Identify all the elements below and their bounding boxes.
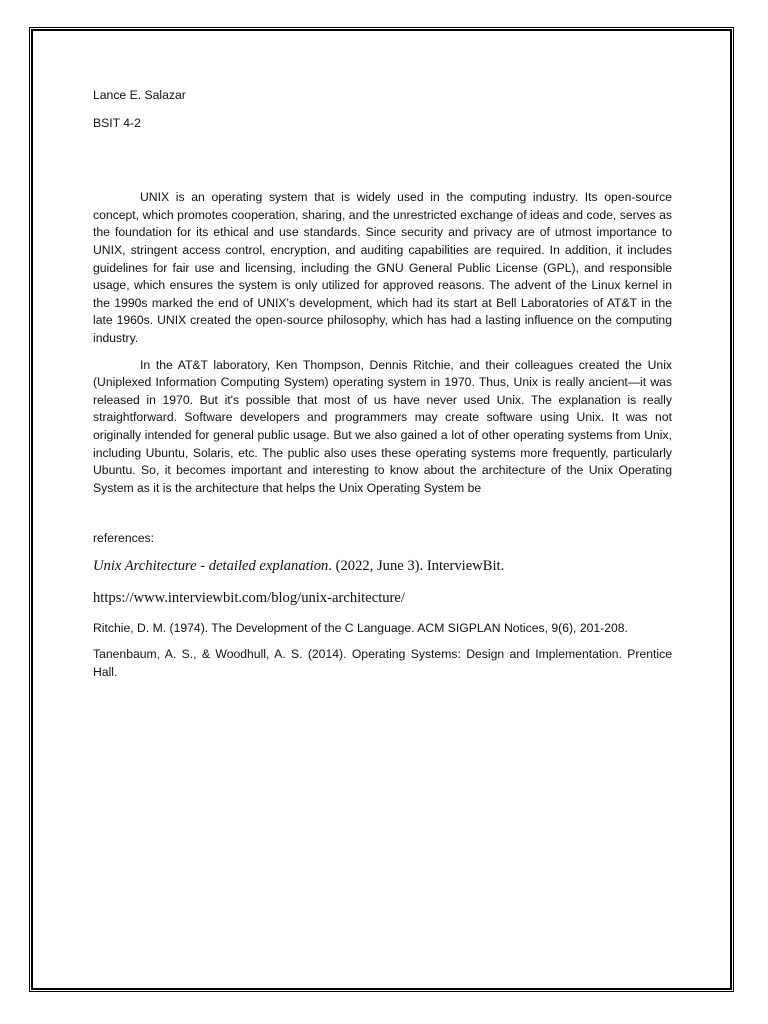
author-name: Lance E. Salazar — [93, 88, 186, 102]
reference-interviewbit — [93, 556, 672, 576]
spacer — [93, 132, 672, 189]
reference-ritchie: Ritchie, D. M. (1974). The Development of the C Language. ACM SIGPLAN Notices, 9(6), 201-208. — [93, 620, 628, 635]
reference-url[interactable]: https://www.interviewbit.com/blog/unix-architecture/ — [93, 589, 405, 606]
reference-tanenbaum: Tanenbaum, A. S., & Woodhull, A. S. (2014). Operating Systems: Design and Implementation. Prentice Hall. — [93, 647, 672, 680]
references-label: references: — [93, 531, 154, 546]
paragraph-unix-intro: UNIX is an operating system that is widely used in the computing industry. Its open-source concept, which promotes cooperation, sharing, and the unrestricted exchange of ideas and code, serves as the foundation for its ethical and use standards. Since security and privacy are of utmost importance to UNIX, stringent access control, encryption, and auditing capabilities are required. In addition, it includes guidelines for fair use and licensing, including the GNU General Public License (GPL), and responsible usage, which ensures the system is only utilized for approved reasons. The advent of the Linux kernel in the 1990s marked the end of UNIX's development, which had its start at Bell Laboratories of AT&T in the late 1960s. UNIX created the open-source philosophy, which has had a lasting influence on the computing industry. — [93, 190, 672, 345]
reference-details: . (2022, June 3). InterviewBit. — [328, 557, 505, 574]
class-section: BSIT 4-2 — [93, 115, 141, 130]
paragraph-unix-history: In the AT&T laboratory, Ken Thompson, Dennis Ritchie, and their colleagues created the Unix (Uniplexed Information Computing System) operating system in 1970. Thus, Unix is really ancient—it was released in 1970. But it's possible that most of us have never used Unix. The explanation is really straightforward. Software developers and programmers may create software using Unix. It was not originally intended for general public usage. But we also gained a lot of other operating systems from Unix, including Ubuntu, Solaris, etc. The public also uses these operating systems more frequently, particularly Ubuntu. So, it becomes important and interesting to know about the architecture of the Unix Operating System as it is the architecture that helps the Unix Operating System be — [93, 357, 672, 495]
reference-title: Unix Architecture - detailed explanation — [93, 557, 329, 574]
spacer — [93, 506, 672, 530]
document-body — [93, 87, 672, 691]
